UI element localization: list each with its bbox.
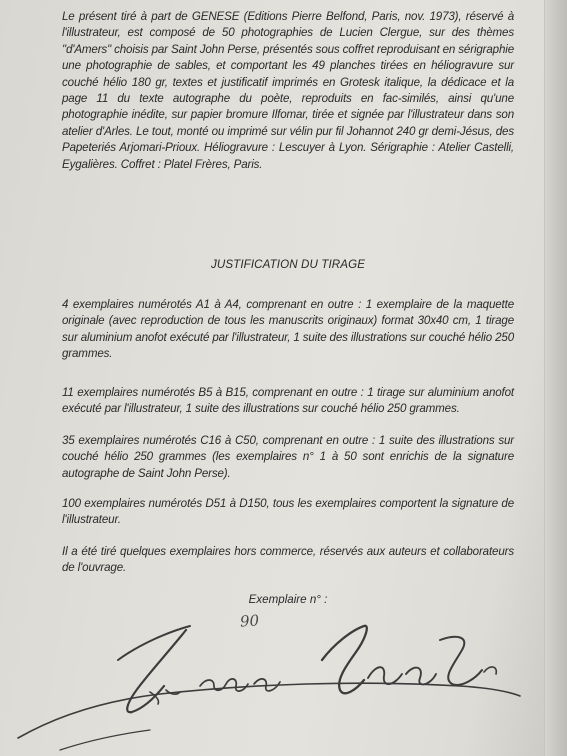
hors-commerce-text: Il a été tiré quelques exemplaires hors commerce, réservés aux auteurs et collaborateurs de l'ouvrage. — [62, 545, 514, 575]
edition-entry-text: 4 exemplaires numérotés A1 à A4, comprenant en outre : 1 exemplaire de la maquette originale (avec reproduction de tous les manuscrits originaux) format 30x40 cm, 1 tirage sur aluminium anofot exécuté par l'illustrateur, 1 suite des illustrations sur couché hélio 250 grammes. — [62, 298, 514, 361]
justification-heading: JUSTIFICATION DU TIRAGE — [210, 258, 366, 271]
handwritten-copy-number: 90 — [239, 611, 260, 631]
edition-entry — [62, 385, 514, 418]
edition-entry — [62, 297, 514, 363]
colophon-paragraph — [62, 9, 514, 173]
edition-entry — [62, 433, 514, 482]
edition-entry-text: 11 exemplaires numérotés B5 à B15, comprenant en outre : 1 tirage sur aluminium anofot exécuté par l'illustrateur, 1 suite des illustrations sur couché hélio 250 grammes. — [62, 386, 514, 416]
edition-entry-text: 35 exemplaires numérotés C16 à C50, comprenant en outre : 1 suite des illustrations sur couché hélio 250 grammes (les exemplaires n° 1 à 50 sont enrichis de la signature autographe de Saint John Perse). — [62, 434, 514, 480]
edition-entry — [62, 496, 514, 529]
handwritten-signature — [0, 600, 545, 756]
copy-number-label: Exemplaire n° : — [248, 593, 328, 606]
hors-commerce-note — [62, 544, 514, 577]
edition-entry-text: 100 exemplaires numérotés D51 à D150, tous les exemplaires comportent la signature de l'illustrateur. — [62, 497, 514, 527]
page-edge — [544, 0, 567, 756]
colophon-text: Le présent tiré à part de GENESE (Editions Pierre Belfond, Paris, nov. 1973), réservé à l'illustrateur, est composé de 50 photographies de Lucien Clergue, sur des thèmes "d'Amers" choisis par Saint John Perse, présentés sous coffret reproduisant en sérigraphie une photographie de sables, et comportant les 49 planches tirées en héliogravure sur couché hélio 180 gr, textes et justificatif imprimés en Grotesk italique, la dédicace et la page 11 du texte autographe du poète, reproduits en fac-similés, ainsi qu'une photographie inédite, sur papier bromure Ilfomar, tirée et signée par l'illustrateur dans son atelier d'Arles. Le tout, monté ou imprimé sur vélin pur fil Johannot 240 gr demi-Jésus, des Papeteriés Arjomari-Prioux. Héliogravure : Lescuyer à Lyon. Sérigraphie : Atelier Castelli, Eygalières. Coffret : Platel Frères, Paris. — [62, 10, 514, 171]
